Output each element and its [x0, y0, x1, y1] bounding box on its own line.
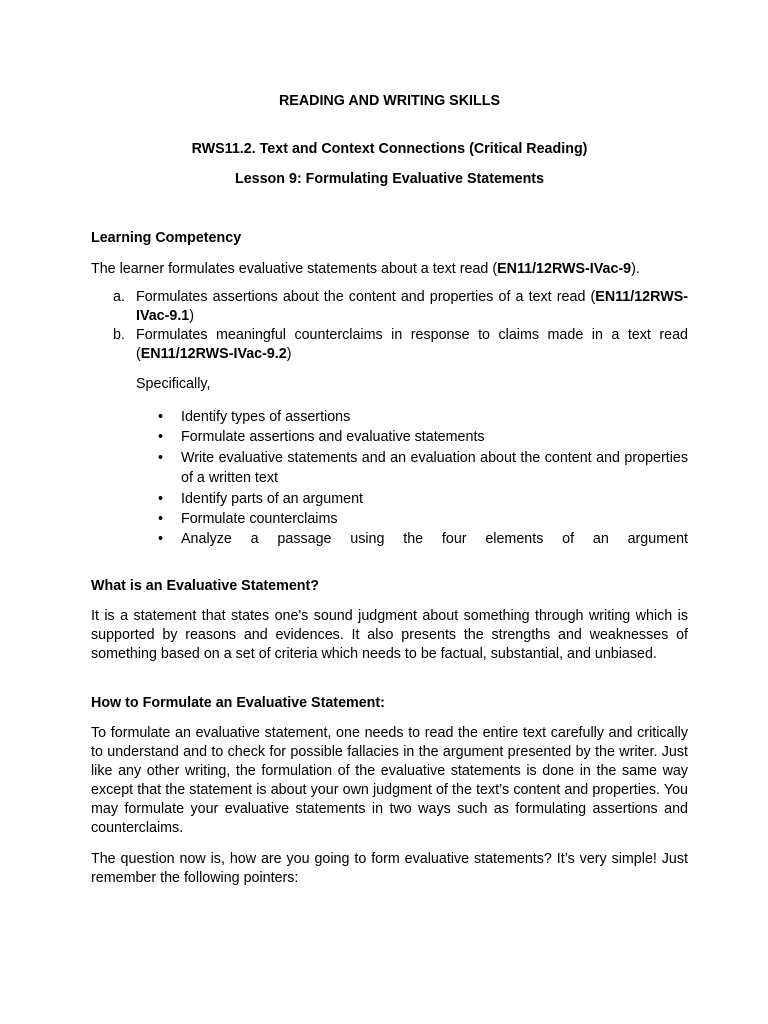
list-item-text: Formulates assertions about the content and properties of a text read ( [136, 289, 596, 305]
list-item [136, 529, 688, 549]
list-item-text: Formulate assertions and evaluative statements [181, 429, 485, 446]
objectives-list [136, 407, 688, 550]
section-heading-how: How to Formulate an Evaluative Statement: [91, 695, 385, 711]
intro-text: The learner formulates evaluative statements about a text read ( [91, 261, 498, 277]
list-item-code: EN11/12RWS-IVac-9.1 [136, 289, 688, 324]
bullet-icon: • [158, 409, 164, 425]
intro-code: EN11/12RWS-IVac-9 [497, 261, 632, 277]
competency-list [91, 288, 688, 364]
list-item-text: Identify parts of an argument [181, 490, 363, 507]
list-item-text: Identify types of assertions [181, 409, 351, 425]
list-item [136, 448, 688, 489]
list-item [136, 427, 688, 447]
list-item-text: Write evaluative statements and an evaluation about the content and properties of a written text [181, 449, 688, 487]
lesson-heading: Lesson 9: Formulating Evaluative Statements [234, 171, 545, 187]
bullet-icon: • [158, 531, 164, 548]
competency-heading: Learning Competency [91, 230, 242, 246]
code-heading: RWS11.2. Text and Context Connections (Critical Reading) [191, 141, 588, 157]
list-item-post: ) [189, 308, 195, 324]
section-heading-what: What is an Evaluative Statement? [91, 578, 320, 594]
document-title: READING AND WRITING SKILLS [278, 93, 501, 109]
list-item [91, 326, 688, 364]
specifically-label: Specifically, [136, 376, 211, 392]
competency-intro [91, 260, 688, 279]
bullet-icon: • [158, 511, 164, 528]
section-text-how: To formulate an evaluative statement, one needs to read the entire text carefully and critically to understand and to check for possible fallacies in the argument presented by the writer. Just like any other writing, the formulation of the evaluative statements is done in the same way except that the statement is about your own judgment of the text’s content and properties. You may formulate your evaluative statements in two ways such as formulating assertions and counterclaims. [91, 725, 688, 836]
list-item [136, 407, 688, 427]
intro-post: ). [631, 261, 640, 277]
list-item [136, 509, 688, 529]
list-item-text: Formulate counterclaims [181, 511, 338, 528]
list-item-text: Formulates meaningful counterclaims in response to claims made in a text read ( [136, 327, 688, 362]
bullet-icon: • [158, 429, 164, 446]
list-item-text: Analyze a passage using the four elements of an argument [181, 531, 688, 548]
list-item-code: EN11/12RWS-IVac-9.2 [140, 346, 287, 362]
list-item-post: ) [286, 346, 292, 362]
list-marker: b. [113, 327, 125, 343]
list-item [91, 288, 688, 326]
section-text-what: It is a statement that states one's sound judgment about something through writing which is supported by reasons and evidences. It also presents the strengths and weaknesses of something based on a set of criteria which needs to be factual, substantial, and unbiased. [91, 608, 688, 662]
bullet-icon: • [158, 449, 164, 466]
section-text-pointers: The question now is, how are you going to form evaluative statements? It’s very simple! Just remember the following pointers: [91, 851, 688, 886]
list-item [136, 489, 688, 509]
bullet-icon: • [158, 490, 164, 507]
list-marker: a. [113, 289, 125, 305]
